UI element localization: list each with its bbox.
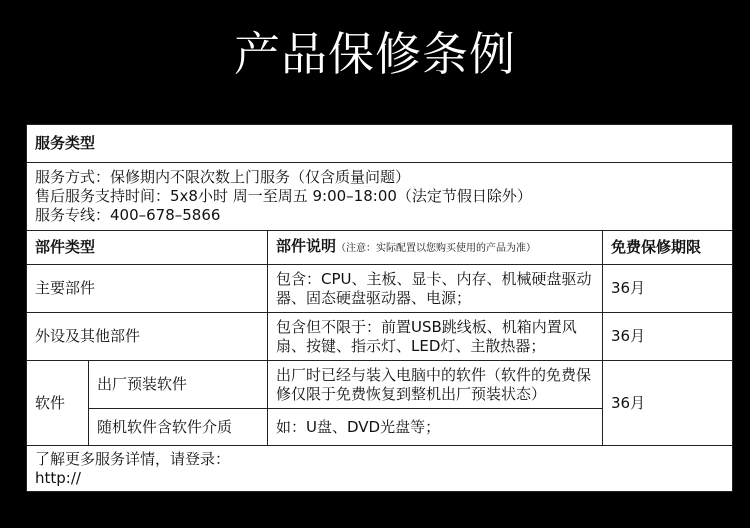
- software-preinstalled-desc: 出厂时已经与装入电脑中的软件（软件的免费保修仅限于免费恢复到整机出厂预装状态）: [268, 361, 603, 409]
- header-part-desc-cell: [268, 231, 603, 265]
- warranty-table: [26, 124, 733, 492]
- software-preinstalled-name: 出厂预装软件: [89, 361, 268, 409]
- peripheral-parts-period: 36月: [603, 313, 733, 361]
- peripheral-parts-type: 外设及其他部件: [27, 313, 268, 361]
- main-parts-desc: 包含：CPU、主板、显卡、内存、机械硬盘驱动器、固态硬盘驱动器、电源；: [268, 265, 603, 313]
- header-part-type: 部件类型: [27, 231, 268, 265]
- footer-link[interactable]: http://: [35, 468, 81, 487]
- main-parts-period: 36月: [603, 265, 733, 313]
- software-media-desc: 如：U盘、DVD光盘等；: [268, 409, 603, 446]
- table-header-row: [27, 231, 733, 265]
- software-period: 36月: [603, 361, 733, 446]
- footer-row: [27, 446, 733, 492]
- service-info-cell: [27, 163, 733, 231]
- service-info-row: [27, 163, 733, 231]
- table-row-main-parts: [27, 265, 733, 313]
- software-media-name: 随机软件含软件介质: [89, 409, 268, 446]
- footer-cell: [27, 446, 733, 492]
- service-hours-text: 售后服务支持时间：5x8小时 周一至周五 9:00–18:00（法定节假日除外）: [35, 187, 532, 205]
- software-type: 软件: [27, 361, 89, 446]
- table-row-peripheral-parts: [27, 313, 733, 361]
- header-free-period: 免费保修期限: [603, 231, 733, 265]
- service-method-text: 服务方式：保修期内不限次数上门服务（仅含质量问题）: [35, 168, 411, 186]
- header-part-desc: 部件说明: [276, 237, 337, 255]
- service-type-header-row: [27, 125, 733, 163]
- peripheral-parts-desc: 包含但不限于：前置USB跳线板、机箱内置风扇、按键、指示灯、LED灯、主散热器；: [268, 313, 603, 361]
- footer-more-info: 了解更多服务详情，请登录：: [35, 449, 231, 468]
- service-hotline-text: 服务专线：400–678–5866: [35, 206, 221, 224]
- main-parts-type: 主要部件: [27, 265, 268, 313]
- header-part-desc-note: （注意：实际配置以您购买使用的产品为准）: [336, 243, 537, 254]
- table-row-software-preinstalled: [27, 361, 733, 409]
- page-title: 产品保修条例: [234, 27, 516, 81]
- service-type-header: 服务类型: [27, 125, 733, 163]
